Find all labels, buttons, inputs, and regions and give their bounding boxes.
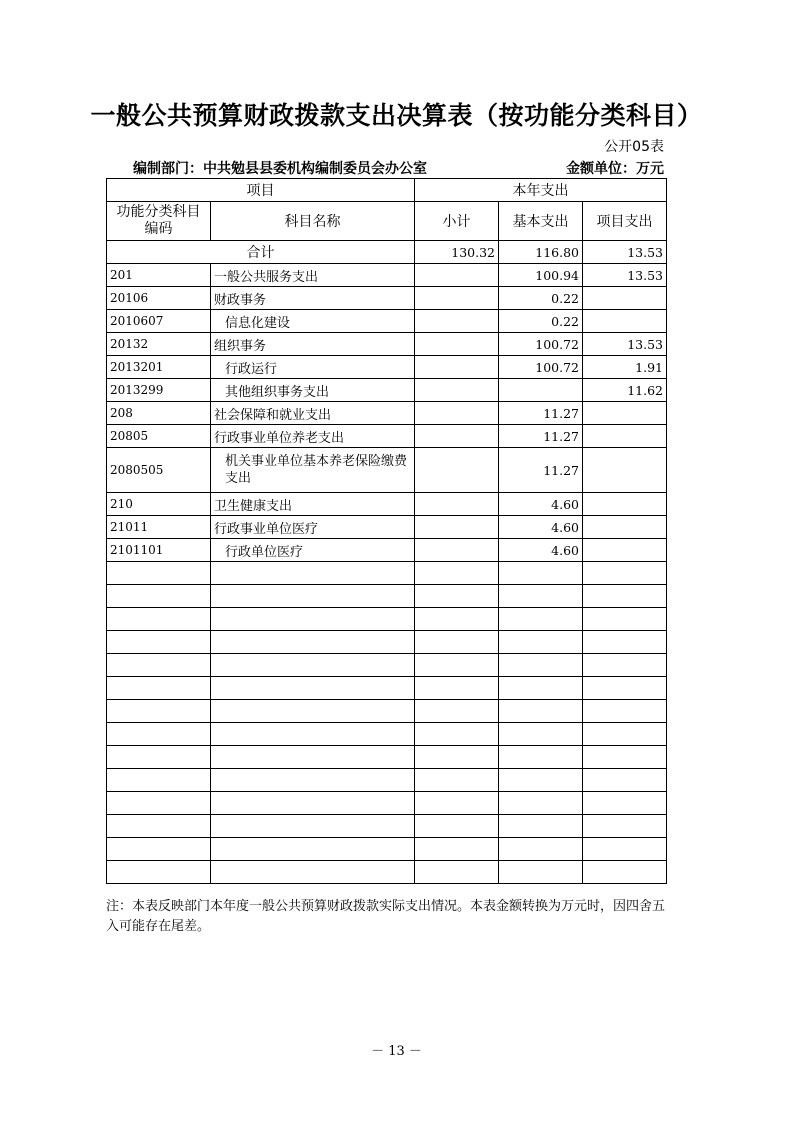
empty-cell — [583, 677, 667, 700]
row-project — [583, 425, 667, 448]
empty-cell — [107, 608, 211, 631]
row-project — [583, 310, 667, 333]
empty-cell — [211, 654, 415, 677]
row-subtotal — [415, 310, 499, 333]
row-subtotal — [415, 379, 499, 402]
empty-cell — [499, 815, 583, 838]
row-name: 信息化建设 — [211, 310, 415, 333]
row-basic: 11.27 — [499, 425, 583, 448]
empty-row — [107, 838, 667, 861]
table-row — [107, 333, 667, 356]
empty-cell — [499, 585, 583, 608]
empty-row — [107, 677, 667, 700]
empty-cell — [415, 700, 499, 723]
empty-row — [107, 700, 667, 723]
empty-cell — [211, 723, 415, 746]
footnote: 注：本表反映部门本年度一般公共预算财政拨款实际支出情况。本表金额转换为万元时，因四舍五入可能存在尾差。 — [106, 899, 666, 934]
row-project: 13.53 — [583, 264, 667, 287]
table-row — [107, 425, 667, 448]
empty-cell — [499, 608, 583, 631]
empty-cell — [583, 654, 667, 677]
empty-row — [107, 654, 667, 677]
empty-cell — [211, 631, 415, 654]
empty-cell — [583, 746, 667, 769]
row-subtotal — [415, 264, 499, 287]
row-code: 2013201 — [107, 356, 211, 379]
unit-label: 金额单位：万元 — [566, 161, 664, 177]
empty-cell — [107, 838, 211, 861]
empty-cell — [415, 815, 499, 838]
row-code: 21011 — [107, 516, 211, 539]
row-project: 11.62 — [583, 379, 667, 402]
empty-cell — [211, 746, 415, 769]
row-code: 201 — [107, 264, 211, 287]
empty-cell — [107, 562, 211, 585]
empty-cell — [107, 585, 211, 608]
empty-cell — [415, 723, 499, 746]
empty-cell — [499, 654, 583, 677]
empty-cell — [499, 769, 583, 792]
table-row — [107, 356, 667, 379]
row-basic: 11.27 — [499, 402, 583, 425]
table-row — [107, 379, 667, 402]
empty-row — [107, 608, 667, 631]
row-name: 社会保障和就业支出 — [211, 402, 415, 425]
empty-cell — [211, 608, 415, 631]
header-row-2 — [107, 202, 667, 241]
row-name: 组织事务 — [211, 333, 415, 356]
row-code: 20805 — [107, 425, 211, 448]
empty-cell — [415, 746, 499, 769]
header-row-1 — [107, 179, 667, 202]
empty-row — [107, 562, 667, 585]
empty-row — [107, 723, 667, 746]
row-name: 行政事业单位养老支出 — [211, 425, 415, 448]
row-basic: 0.22 — [499, 287, 583, 310]
total-project: 13.53 — [583, 241, 667, 264]
row-name: 财政事务 — [211, 287, 415, 310]
row-basic — [499, 379, 583, 402]
empty-cell — [415, 562, 499, 585]
empty-cell — [211, 769, 415, 792]
row-name: 行政运行 — [211, 356, 415, 379]
row-subtotal — [415, 356, 499, 379]
page-title: 一般公共预算财政拨款支出决算表（按功能分类科目） — [90, 101, 703, 130]
empty-cell — [583, 608, 667, 631]
empty-cell — [583, 631, 667, 654]
empty-cell — [499, 861, 583, 884]
header-code: 功能分类科目编码 — [107, 202, 211, 241]
empty-cell — [415, 585, 499, 608]
table-row — [107, 402, 667, 425]
row-subtotal — [415, 425, 499, 448]
empty-cell — [499, 746, 583, 769]
header-subtotal: 小计 — [415, 202, 499, 241]
row-code: 2080505 — [107, 448, 211, 493]
empty-cell — [415, 861, 499, 884]
empty-cell — [211, 815, 415, 838]
row-basic: 11.27 — [499, 448, 583, 493]
empty-cell — [415, 677, 499, 700]
empty-cell — [211, 792, 415, 815]
empty-row — [107, 815, 667, 838]
empty-cell — [583, 769, 667, 792]
total-row — [107, 241, 667, 264]
header-basic: 基本支出 — [499, 202, 583, 241]
row-basic: 4.60 — [499, 493, 583, 516]
row-name: 其他组织事务支出 — [211, 379, 415, 402]
empty-cell — [415, 631, 499, 654]
empty-row — [107, 585, 667, 608]
empty-cell — [583, 861, 667, 884]
header-project: 项目支出 — [583, 202, 667, 241]
empty-cell — [415, 792, 499, 815]
table-row — [107, 448, 667, 493]
empty-row — [107, 792, 667, 815]
total-basic: 116.80 — [499, 241, 583, 264]
empty-cell — [499, 700, 583, 723]
table-row — [107, 516, 667, 539]
empty-cell — [211, 838, 415, 861]
empty-cell — [499, 631, 583, 654]
empty-cell — [107, 815, 211, 838]
row-subtotal — [415, 287, 499, 310]
row-subtotal — [415, 539, 499, 562]
row-code: 20106 — [107, 287, 211, 310]
empty-cell — [415, 608, 499, 631]
empty-row — [107, 746, 667, 769]
row-project — [583, 516, 667, 539]
empty-cell — [107, 861, 211, 884]
total-label: 合计 — [107, 241, 415, 264]
row-subtotal — [415, 516, 499, 539]
empty-cell — [415, 838, 499, 861]
form-code-label: 公开05表 — [604, 139, 664, 155]
row-basic: 4.60 — [499, 516, 583, 539]
empty-cell — [499, 562, 583, 585]
row-basic: 100.94 — [499, 264, 583, 287]
empty-cell — [211, 700, 415, 723]
empty-cell — [415, 654, 499, 677]
row-name: 一般公共服务支出 — [211, 264, 415, 287]
empty-cell — [107, 792, 211, 815]
page-number: － 13 － — [371, 1044, 422, 1059]
row-project — [583, 493, 667, 516]
row-subtotal — [415, 493, 499, 516]
empty-cell — [583, 838, 667, 861]
row-basic: 0.22 — [499, 310, 583, 333]
expenditure-table — [106, 178, 667, 884]
empty-cell — [499, 838, 583, 861]
empty-cell — [211, 861, 415, 884]
row-subtotal — [415, 402, 499, 425]
table-row — [107, 287, 667, 310]
empty-row — [107, 861, 667, 884]
row-code: 2013299 — [107, 379, 211, 402]
row-code: 2010607 — [107, 310, 211, 333]
row-project — [583, 402, 667, 425]
table-row — [107, 493, 667, 516]
department-label: 编制部门：中共勉县县委机构编制委员会办公室 — [133, 161, 427, 177]
table-row — [107, 310, 667, 333]
row-project — [583, 287, 667, 310]
row-code: 2101101 — [107, 539, 211, 562]
empty-cell — [107, 723, 211, 746]
empty-cell — [583, 723, 667, 746]
empty-row — [107, 769, 667, 792]
empty-cell — [211, 585, 415, 608]
row-name: 机关事业单位基本养老保险缴费支出 — [211, 448, 415, 493]
empty-cell — [499, 723, 583, 746]
row-subtotal — [415, 448, 499, 493]
empty-cell — [211, 562, 415, 585]
row-code: 20132 — [107, 333, 211, 356]
empty-cell — [211, 677, 415, 700]
empty-cell — [583, 792, 667, 815]
row-code: 210 — [107, 493, 211, 516]
empty-cell — [583, 585, 667, 608]
empty-cell — [107, 654, 211, 677]
header-name: 科目名称 — [211, 202, 415, 241]
row-basic: 100.72 — [499, 333, 583, 356]
table-row — [107, 264, 667, 287]
empty-cell — [107, 631, 211, 654]
row-code: 208 — [107, 402, 211, 425]
empty-row — [107, 631, 667, 654]
row-project — [583, 448, 667, 493]
row-name: 行政单位医疗 — [211, 539, 415, 562]
row-name: 行政事业单位医疗 — [211, 516, 415, 539]
empty-cell — [107, 677, 211, 700]
empty-cell — [107, 700, 211, 723]
row-basic: 4.60 — [499, 539, 583, 562]
empty-cell — [107, 769, 211, 792]
empty-cell — [107, 746, 211, 769]
row-project — [583, 539, 667, 562]
header-item: 项目 — [107, 179, 415, 202]
table-row — [107, 539, 667, 562]
empty-cell — [583, 700, 667, 723]
header-current-year: 本年支出 — [415, 179, 667, 202]
row-project: 1.91 — [583, 356, 667, 379]
row-name: 卫生健康支出 — [211, 493, 415, 516]
row-project: 13.53 — [583, 333, 667, 356]
empty-cell — [499, 677, 583, 700]
empty-cell — [583, 815, 667, 838]
empty-cell — [499, 792, 583, 815]
empty-cell — [583, 562, 667, 585]
empty-cell — [415, 769, 499, 792]
row-basic: 100.72 — [499, 356, 583, 379]
total-subtotal: 130.32 — [415, 241, 499, 264]
row-subtotal — [415, 333, 499, 356]
